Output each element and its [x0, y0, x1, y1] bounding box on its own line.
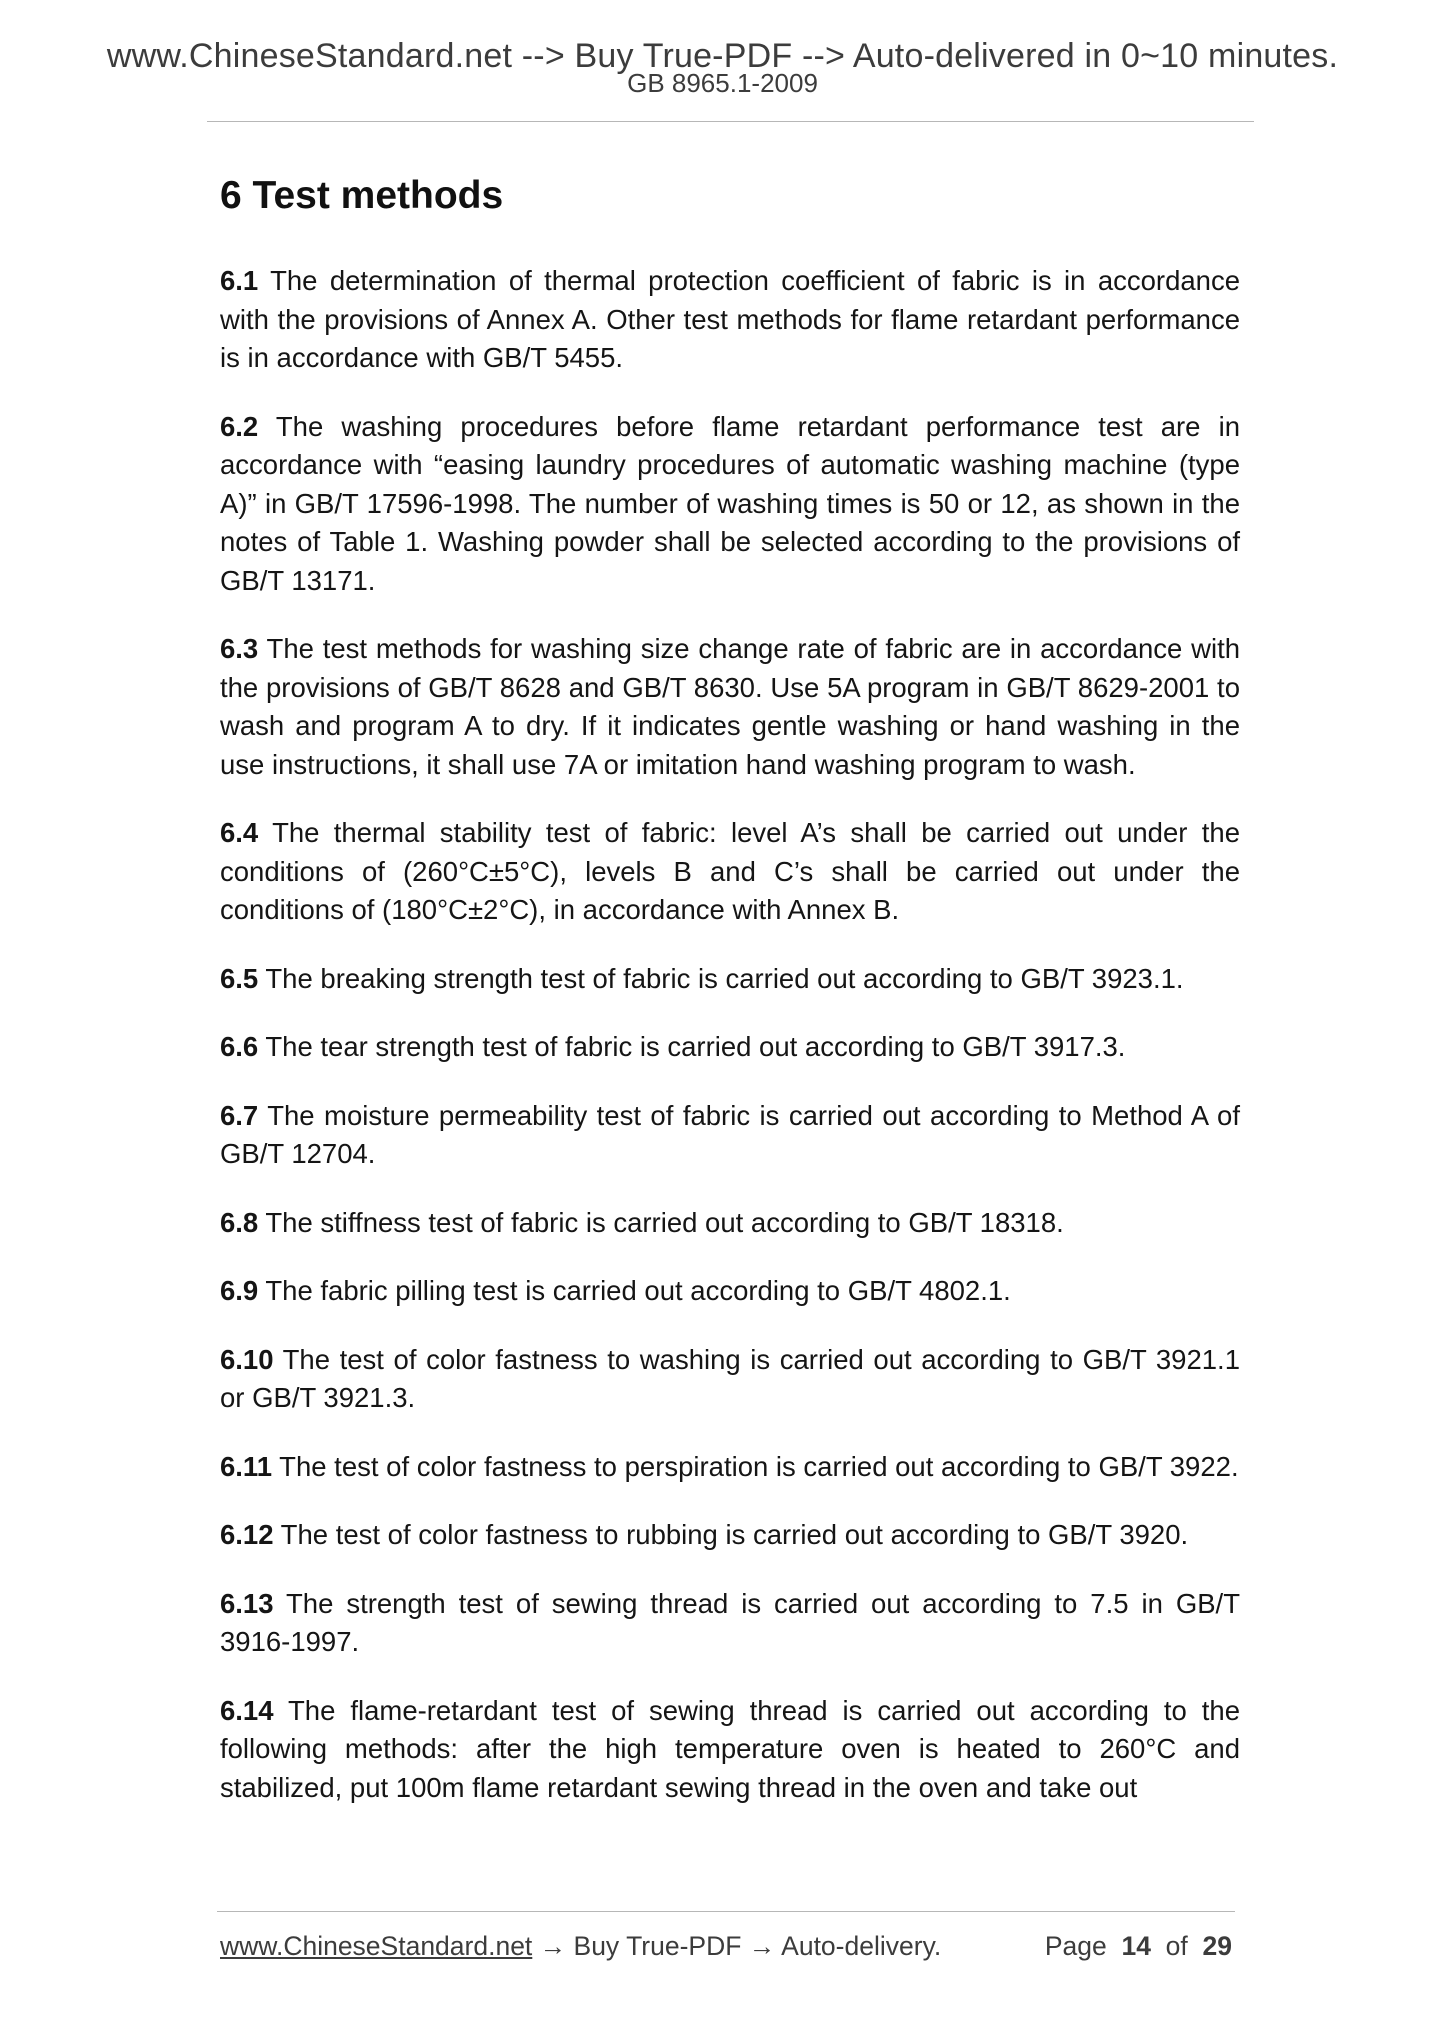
page-current: 14	[1121, 1931, 1151, 1961]
clause-number: 6.6	[220, 1031, 259, 1062]
clause-number: 6.8	[220, 1206, 259, 1238]
clause-number: 6.3	[220, 633, 259, 664]
clause-text: The breaking strength test of fabric is carried out according to GB/T 3923.1.	[258, 962, 1184, 994]
clause-number: 6.11	[220, 1450, 273, 1482]
clause-6-5	[220, 960, 1240, 999]
footer-site-link[interactable]: www.ChineseStandard.net	[220, 1931, 533, 1961]
clause-6-10	[220, 1341, 1240, 1418]
clause-number: 6.12	[220, 1519, 274, 1550]
clause-6-8	[220, 1204, 1240, 1243]
clause-number: 6.13	[220, 1587, 274, 1619]
clause-number: 6.10	[220, 1343, 274, 1375]
page-indicator	[1045, 1929, 1232, 1963]
clause-6-12	[220, 1516, 1240, 1555]
clause-text: The test of color fastness to rubbing is carried out according to GB/T 3920.	[273, 1519, 1189, 1550]
clause-number: 6.1	[220, 265, 259, 296]
clause-text: The fabric pilling test is carried out according to GB/T 4802.1.	[258, 1275, 1011, 1306]
clause-number: 6.9	[220, 1275, 259, 1306]
clause-number: 6.7	[220, 1099, 259, 1131]
clause-number: 6.14	[220, 1694, 274, 1726]
clause-number: 6.4	[220, 817, 259, 848]
page-header	[0, 36, 1445, 98]
clause-text: The washing procedures before flame retardant performance test are in accordance with “easing laundry procedures of automatic washing machine (type A)” in GB/T 17596-1998. The number of washing times is 50 or 12, as shown in the notes of Table 1. Washing powder shall be selected according to the provisions of GB/T 13171.	[220, 410, 1240, 596]
clause-6-6	[220, 1028, 1240, 1067]
footer-promo-text: → Buy True-PDF → Auto-delivery.	[532, 1931, 942, 1961]
clause-text: The flame-retardant test of sewing thread is carried out according to the following methods: after the high temperature oven is heated to 260°C and stabilized, put 100m flame retardant sewing thread in the oven and take out	[220, 1694, 1240, 1803]
page-label: Page	[1044, 1931, 1107, 1961]
clause-6-3	[220, 630, 1240, 784]
section-title: 6 Test methods	[220, 174, 504, 217]
page-of-label: of	[1165, 1931, 1188, 1961]
clause-text: The test of color fastness to perspiration is carried out according to GB/T 3922.	[272, 1450, 1239, 1482]
clause-text: The stiffness test of fabric is carried out according to GB/T 18318.	[258, 1206, 1064, 1238]
clause-text: The moisture permeability test of fabric is carried out according to Method A of GB/T 12704.	[220, 1099, 1240, 1169]
clause-text: The test of color fastness to washing is carried out according to GB/T 3921.1 or GB/T 3921.3.	[220, 1343, 1240, 1413]
page-total: 29	[1202, 1931, 1232, 1961]
clause-6-9	[220, 1272, 1240, 1311]
clause-text: The thermal stability test of fabric: level A’s shall be carried out under the conditions of (260°C±5°C), levels B and C’s shall be carried out under the conditions of (180°C±2°C), in accordance with Annex B.	[220, 817, 1240, 925]
clause-6-4	[220, 814, 1240, 930]
clause-number: 6.5	[220, 962, 259, 994]
clause-text: The test methods for washing size change rate of fabric are in accordance with the provisions of GB/T 8628 and GB/T 8630. Use 5A program in GB/T 8629-2001 to wash and program A to dry. If it indicates gentle washing or hand washing in the use instructions, it shall use 7A or imitation hand washing program to wash.	[220, 633, 1240, 780]
footer-promo	[220, 1929, 941, 1963]
clause-text: The strength test of sewing thread is carried out according to 7.5 in GB/T 3916-1997.	[220, 1587, 1240, 1657]
clause-number: 6.2	[220, 410, 259, 442]
clause-text: The determination of thermal protection coefficient of fabric is in accordance with the provisions of Annex A. Other test methods for flame retardant performance is in accordance with GB/T 5455.	[220, 265, 1240, 373]
footer-divider	[217, 1911, 1235, 1912]
document-code: GB 8965.1-2009	[627, 68, 818, 98]
clause-6-2	[220, 408, 1240, 601]
clause-6-1	[220, 262, 1240, 378]
clause-6-7	[220, 1097, 1240, 1174]
clause-text: The tear strength test of fabric is carried out according to GB/T 3917.3.	[258, 1031, 1126, 1062]
header-banner: www.ChineseStandard.net --> Buy True-PDF --> Auto-delivered in 0~10 minutes.	[106, 37, 1339, 75]
header-divider	[207, 121, 1254, 122]
clause-6-11	[220, 1448, 1240, 1487]
clause-6-13	[220, 1585, 1240, 1662]
clause-6-14	[220, 1692, 1240, 1808]
document-body	[220, 166, 1240, 1837]
